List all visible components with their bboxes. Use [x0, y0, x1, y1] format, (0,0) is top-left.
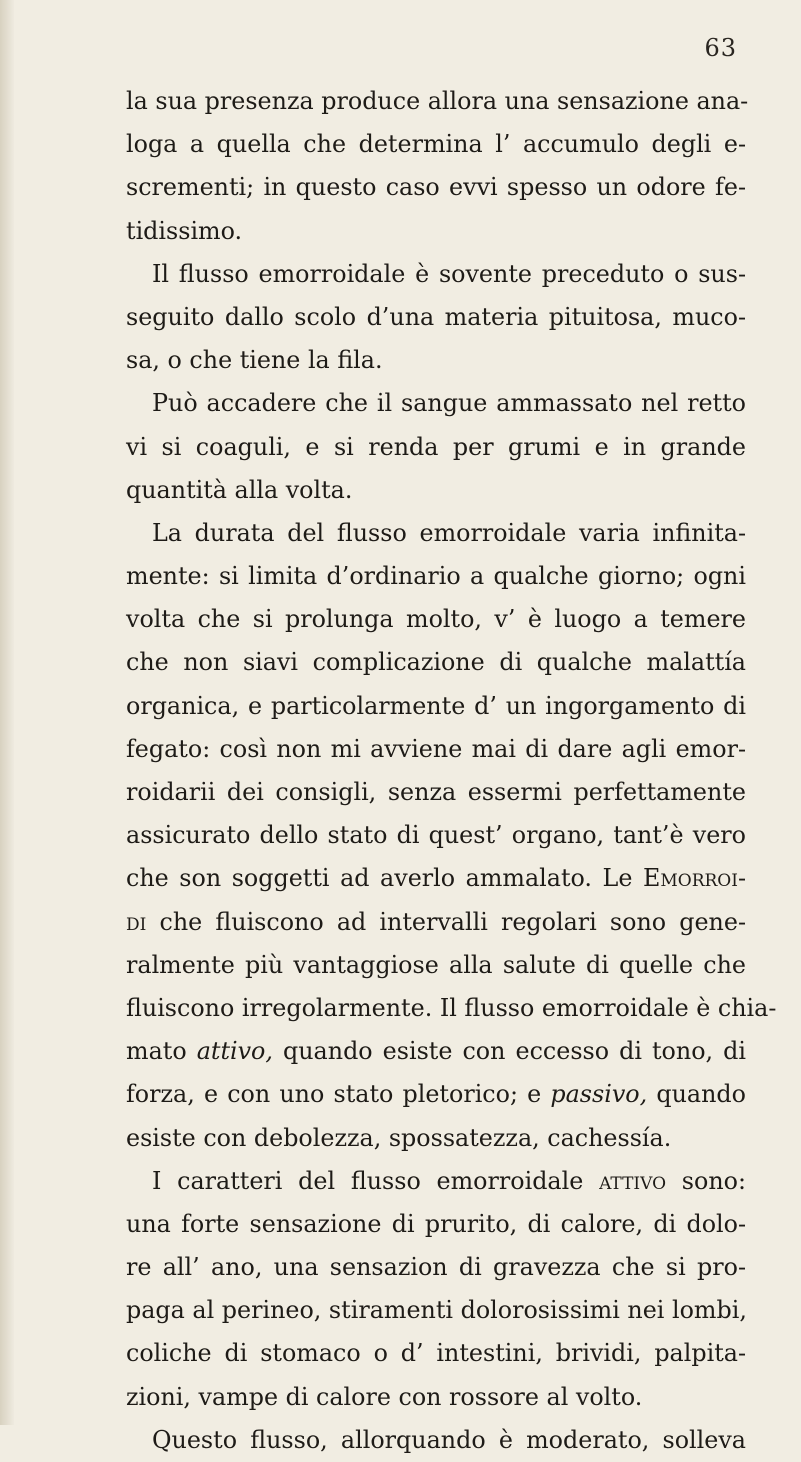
- text-line: [126, 814, 746, 857]
- text-line: [126, 901, 746, 944]
- line-text: esiste con debolezza, spossatezza, cachessía.: [126, 1123, 672, 1152]
- line-text: la sua presenza produce allora una sensazione ana-: [126, 87, 749, 115]
- text-line: [126, 166, 746, 209]
- line-text: vi si coaguli, e si renda per grumi e in grande: [126, 432, 746, 461]
- italic-term: attivo,: [196, 1037, 273, 1066]
- text-line: [126, 339, 746, 382]
- line-text: roidarii dei consigli, senza essermi perfettamente: [126, 778, 746, 806]
- text-line: [126, 1332, 746, 1375]
- text-line: [126, 1289, 746, 1332]
- line-text: una forte sensazione di prurito, di calore, di dolo-: [126, 1209, 746, 1238]
- line-text: I caratteri del flusso emorroidale: [152, 1166, 600, 1195]
- line-text: scrementi; in questo caso evvi spesso un odore fe-: [126, 173, 746, 202]
- text-line: [126, 728, 746, 771]
- text-line: [126, 1246, 746, 1289]
- line-text: fluiscono irregolarmente. Il flusso emorroidale è chia-: [126, 993, 777, 1022]
- text-line: [126, 426, 746, 469]
- line-text: assicurato dello stato di quest’ organo, tant’è vero: [126, 821, 746, 850]
- text-line: [126, 1030, 746, 1073]
- line-text: tidissimo.: [126, 216, 243, 245]
- text-line: [126, 123, 746, 166]
- text-line: [126, 1376, 746, 1419]
- text-line: [126, 1073, 746, 1116]
- line-text: loga a quella che determina l’ accumulo degli e-: [126, 130, 746, 159]
- text-line: [126, 987, 777, 1030]
- text-line: [126, 296, 746, 339]
- page-gutter-shadow: [0, 0, 14, 1425]
- line-text: paga al perineo, stiramenti dolorosissimi nei lombi,: [126, 1296, 747, 1325]
- text-line: [126, 253, 746, 296]
- line-text: sono:: [666, 1166, 747, 1195]
- line-text: che non siavi complicazione di qualche malattía: [126, 648, 746, 677]
- text-line: [126, 1203, 746, 1246]
- line-text: re all’ ano, una sensazion di gravezza che si pro-: [126, 1253, 746, 1282]
- line-text: organica, e particolarmente d’ un ingorgamento di: [126, 691, 746, 720]
- line-text: mente: si limita d’ordinario a qualche giorno; ogni: [126, 562, 746, 591]
- line-text: Questo flusso, allorquando è moderato, solleva: [152, 1425, 746, 1454]
- text-line: [126, 469, 746, 512]
- line-text: coliche di stomaco o d’ intestini, brividi, palpita-: [126, 1339, 746, 1368]
- line-text: quando esiste con eccesso di tono, di: [272, 1037, 746, 1066]
- line-text: ralmente più vantaggiose alla salute di quelle che: [126, 950, 746, 979]
- line-text: volta che si prolunga molto, v’ è luogo a temere: [126, 605, 746, 634]
- text-line: [126, 685, 746, 728]
- text-line: [126, 1117, 746, 1160]
- small-caps-term: di: [126, 907, 147, 936]
- text-line: [126, 598, 746, 641]
- page-number: 63: [704, 34, 737, 62]
- line-text: quantità alla volta.: [126, 475, 353, 504]
- line-text: sa, o che tiene la fila.: [126, 346, 383, 375]
- line-text: forza, e con uno stato pletorico; e: [126, 1080, 551, 1109]
- text-line: [126, 1160, 746, 1203]
- line-text: che son soggetti ad averlo ammalato. Le: [126, 864, 643, 893]
- text-line: [126, 210, 746, 253]
- text-line: [126, 512, 746, 555]
- line-text: zioni, vampe di calore con rossore al volto.: [126, 1382, 643, 1411]
- text-line: [126, 944, 746, 987]
- line-text: Il flusso emorroidale è sovente preceduto o sus-: [152, 259, 746, 288]
- line-text: quando: [647, 1080, 746, 1109]
- line-text: che fluiscono ad intervalli regolari sono gene-: [146, 907, 746, 936]
- line-text: La durata del flusso emorroidale varia infinita-: [152, 518, 746, 547]
- small-caps-term: Emorroi-: [642, 864, 746, 893]
- line-text: fegato: così non mi avviene mai di dare agli emor-: [126, 734, 746, 763]
- body-text: [126, 80, 777, 1462]
- text-line: [126, 857, 746, 900]
- line-text: mato: [126, 1037, 197, 1066]
- text-line: [126, 771, 746, 814]
- text-line: [126, 382, 746, 425]
- text-line: [126, 555, 746, 598]
- italic-term: passivo,: [550, 1080, 648, 1109]
- line-text: seguito dallo scolo d’una materia pituitosa, muco-: [126, 302, 746, 331]
- text-line: [126, 641, 746, 684]
- line-text: Può accadere che il sangue ammassato nel retto: [152, 389, 746, 418]
- text-line: [126, 1419, 746, 1462]
- small-caps-term: attivo: [599, 1166, 667, 1195]
- text-line: [126, 80, 749, 123]
